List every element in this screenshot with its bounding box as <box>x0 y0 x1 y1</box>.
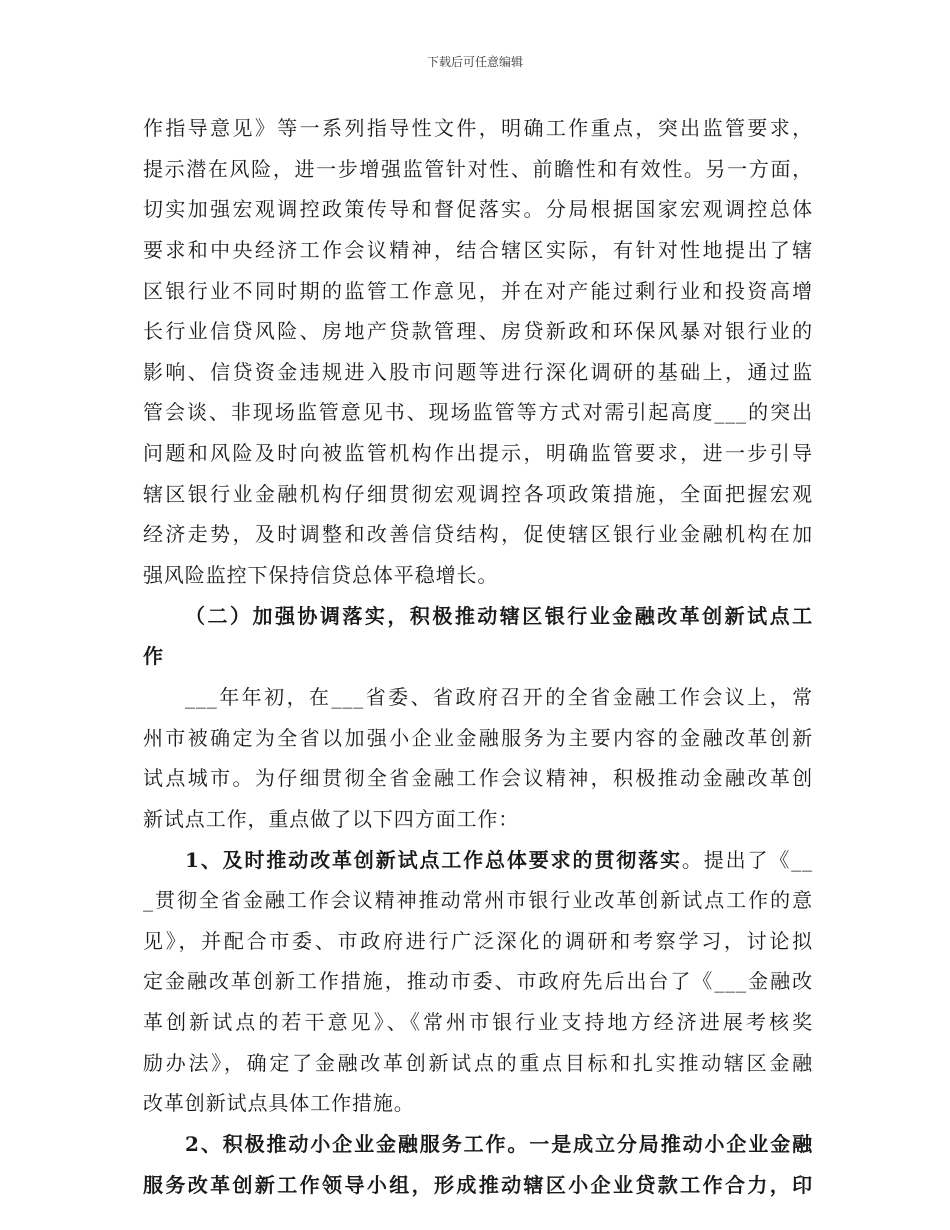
section-heading <box>143 596 813 677</box>
text-line: 管会谈、非现场监管意见书、现场监管等方式对需引起高度___的突出 <box>143 400 813 425</box>
bold-lead: 1、及时推动改革创新试点工作总体要求的贯彻落实 <box>185 847 682 872</box>
text-line: 改革创新试点具体工作措施。 <box>143 1091 415 1116</box>
text-line: _贯彻全省金融工作会议精神推动常州市银行业改革创新试点工作的意 <box>143 888 813 913</box>
text-line: 服务改革创新工作领导小组，形成推动辖区小企业贷款工作合力，印 <box>143 1172 813 1197</box>
heading-line: （二）加强协调落实，积极推动辖区银行业金融改革创新试点工 <box>185 603 813 628</box>
text-line: 要求和中央经济工作会议精神，结合辖区实际，有针对性地提出了辖 <box>143 237 813 262</box>
paragraph <box>143 108 813 596</box>
text-line: 新试点工作，重点做了以下四方面工作： <box>143 806 520 831</box>
document-body <box>143 108 813 1205</box>
text-line <box>143 840 813 881</box>
text-line: 试点城市。为仔细贯彻全省金融工作会议精神，积极推动金融改革创 <box>143 766 813 791</box>
text-line: ___年年初，在___省委、省政府召开的全省金融工作会议上，常 <box>185 684 813 709</box>
text-line: 强风险监控下保持信贷总体平稳增长。 <box>143 563 499 588</box>
text-line: 革创新试点的若干意见》、《常州市银行业支持地方经济进展考核奖 <box>143 1010 813 1035</box>
text-line: 作指导意见》等一系列指导性文件，明确工作重点，突出监管要求， <box>143 116 813 140</box>
page-header: 下载后可任意编辑 <box>426 55 523 69</box>
text-line: 区银行业不同时期的监管工作意见，并在对产能过剩行业和投资高增 <box>143 278 813 303</box>
paragraph <box>143 677 813 840</box>
paragraph <box>143 1124 813 1205</box>
heading-line: 作 <box>143 644 164 669</box>
text-line: 长行业信贷风险、房地产贷款管理、房贷新政和环保风暴对银行业的 <box>143 319 813 344</box>
text-line: 经济走势，及时调整和改善信贷结构，促使辖区银行业金融机构在加 <box>143 522 813 547</box>
text-line: 问题和风险及时向被监管机构作出提示，明确监管要求，进一步引导 <box>143 441 813 466</box>
text-line: 切实加强宏观调控政策传导和督促落实。分局根据国家宏观调控总体 <box>143 197 813 222</box>
paragraph <box>143 840 813 1124</box>
text-line: 影响、信贷资金违规进入股市问题等进行深化调研的基础上，通过监 <box>143 359 813 384</box>
text-line: 2、积极推动小企业金融服务工作。一是成立分局推动小企业金融 <box>185 1132 813 1157</box>
text-line: 定金融改革创新工作措施，推动市委、市政府先后出台了《___金融改 <box>143 969 813 994</box>
inline-text: 。提出了《__ <box>681 847 813 872</box>
text-line: 提示潜在风险，进一步增强监管针对性、前瞻性和有效性。另一方面， <box>143 156 813 181</box>
text-line: 辖区银行业金融机构仔细贯彻宏观调控各项政策措施，全面把握宏观 <box>143 481 813 506</box>
text-line: 励办法》，确定了金融改革创新试点的重点目标和扎实推动辖区金融 <box>143 1050 813 1075</box>
text-line: 见》，并配合市委、市政府进行广泛深化的调研和考察学习，讨论拟 <box>143 928 813 953</box>
text-line: 州市被确定为全省以加强小企业金融服务为主要内容的金融改革创新 <box>143 725 813 750</box>
